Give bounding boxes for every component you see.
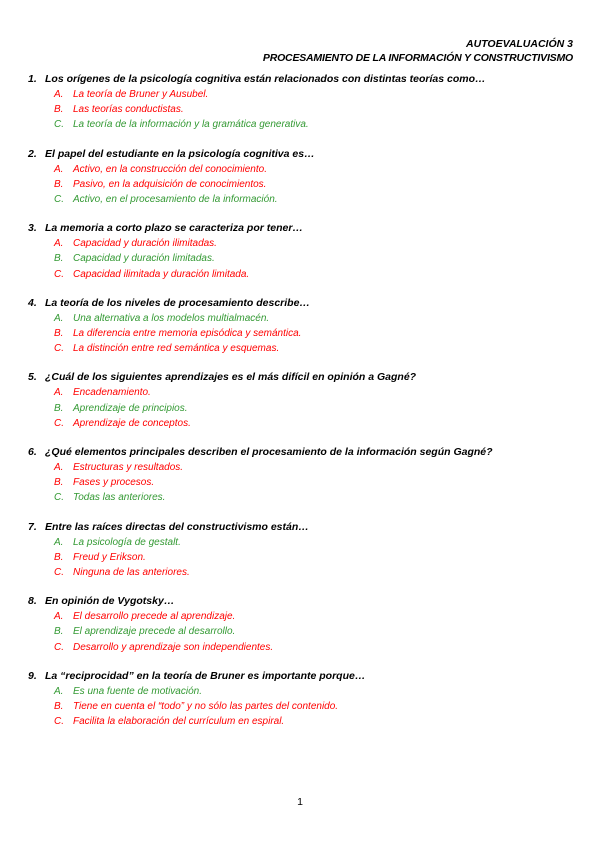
question-number: 5. xyxy=(28,371,37,384)
question-title xyxy=(28,221,578,236)
option-text: Las teorías conductistas. xyxy=(73,104,184,116)
option-text: Capacidad y duración limitadas. xyxy=(73,253,215,265)
option-list xyxy=(54,609,578,655)
option-incorrect xyxy=(54,177,578,192)
question-title xyxy=(28,72,578,87)
option-text: Desarrollo y aprendizaje son independientes. xyxy=(73,641,274,653)
question-block xyxy=(28,445,578,506)
option-text: La teoría de la información y la gramática generativa. xyxy=(73,119,309,131)
option-incorrect xyxy=(54,87,578,102)
option-text: Capacidad ilimitada y duración limitada. xyxy=(73,268,250,280)
option-list xyxy=(54,460,578,506)
question-number: 2. xyxy=(28,147,37,160)
option-letter: C. xyxy=(54,343,64,355)
option-letter: B. xyxy=(54,477,64,489)
question-text: La memoria a corto plazo se caracteriza por tener… xyxy=(45,222,303,235)
question-title xyxy=(28,594,578,609)
option-correct xyxy=(54,401,578,416)
option-incorrect xyxy=(54,385,578,400)
option-letter: C. xyxy=(54,194,64,206)
option-incorrect xyxy=(54,609,578,624)
option-incorrect xyxy=(54,236,578,251)
option-list xyxy=(54,162,578,208)
option-letter: C. xyxy=(54,417,64,429)
question-title xyxy=(28,147,578,162)
question-block xyxy=(28,147,578,208)
question-number: 7. xyxy=(28,520,37,533)
option-text: Aprendizaje de principios. xyxy=(73,402,188,414)
option-letter: C. xyxy=(54,716,64,728)
option-letter: A. xyxy=(54,611,64,623)
option-letter: B. xyxy=(54,701,64,713)
option-letter: A. xyxy=(54,685,64,697)
option-correct xyxy=(54,535,578,550)
question-block xyxy=(28,72,578,133)
option-text: La diferencia entre memoria episódica y semántica. xyxy=(73,328,302,340)
question-title xyxy=(28,669,578,684)
option-text: Freud y Erikson. xyxy=(73,551,146,563)
option-letter: C. xyxy=(54,492,64,504)
option-correct xyxy=(54,117,578,132)
option-incorrect xyxy=(54,640,578,655)
option-incorrect xyxy=(54,475,578,490)
option-correct xyxy=(54,490,578,505)
option-incorrect xyxy=(54,102,578,117)
header-title: AUTOEVALUACIÓN 3 xyxy=(466,38,573,50)
question-text: El papel del estudiante en la psicología cognitiva es… xyxy=(45,147,315,160)
option-incorrect xyxy=(54,416,578,431)
option-text: Encadenamiento. xyxy=(73,387,151,399)
question-number: 3. xyxy=(28,222,37,235)
option-correct xyxy=(54,684,578,699)
question-block xyxy=(28,296,578,357)
question-block xyxy=(28,370,578,431)
option-correct xyxy=(54,192,578,207)
option-letter: A. xyxy=(54,387,64,399)
option-incorrect xyxy=(54,326,578,341)
option-letter: A. xyxy=(54,89,64,100)
option-letter: A. xyxy=(54,163,64,175)
question-text: La “reciprocidad” en la teoría de Bruner es importante porque… xyxy=(45,669,366,682)
question-block xyxy=(28,221,578,282)
page-number: 1 xyxy=(297,796,303,808)
question-text: La teoría de los niveles de procesamiento describe… xyxy=(45,296,310,309)
option-incorrect xyxy=(54,565,578,580)
question-number: 8. xyxy=(28,595,37,608)
option-list xyxy=(54,684,578,730)
option-incorrect xyxy=(54,267,578,282)
option-text: El desarrollo precede al aprendizaje. xyxy=(73,611,236,623)
option-text: Pasivo, en la adquisición de conocimientos. xyxy=(73,178,267,190)
question-title xyxy=(28,296,578,311)
option-incorrect xyxy=(54,460,578,475)
option-incorrect xyxy=(54,714,578,729)
document-header xyxy=(263,37,573,65)
option-text: Tiene en cuenta el “todo” y no sólo las partes del contenido. xyxy=(73,701,339,713)
option-letter: C. xyxy=(54,641,64,653)
question-title xyxy=(28,370,578,385)
option-letter: A. xyxy=(54,312,64,324)
question-text: Entre las raíces directas del constructivismo están… xyxy=(45,520,309,533)
question-number: 1. xyxy=(28,73,37,85)
option-text: Es una fuente de motivación. xyxy=(73,685,202,697)
option-letter: B. xyxy=(54,328,64,340)
option-letter: A. xyxy=(54,238,64,250)
option-letter: B. xyxy=(54,551,64,563)
option-text: Activo, en el procesamiento de la información. xyxy=(73,194,278,206)
question-number: 9. xyxy=(28,669,37,682)
option-letter: B. xyxy=(54,253,64,265)
option-text: Ninguna de las anteriores. xyxy=(73,567,190,579)
option-list xyxy=(54,385,578,431)
question-title xyxy=(28,520,578,535)
option-letter: A. xyxy=(54,536,64,548)
question-block xyxy=(28,669,578,730)
option-text: Activo, en la construcción del conocimiento. xyxy=(73,163,267,175)
option-letter: C. xyxy=(54,567,64,579)
question-text: ¿Cuál de los siguientes aprendizajes es el más difícil en opinión a Gagné? xyxy=(45,371,417,384)
option-text: Capacidad y duración ilimitadas. xyxy=(73,238,217,250)
option-correct xyxy=(54,251,578,266)
question-block xyxy=(28,520,578,581)
option-list xyxy=(54,311,578,357)
header-subtitle: PROCESAMIENTO DE LA INFORMACIÓN Y CONSTRUCTIVISMO xyxy=(262,52,573,64)
question-text: Los orígenes de la psicología cognitiva están relacionados con distintas teorías como… xyxy=(45,73,486,85)
option-incorrect xyxy=(54,699,578,714)
option-text: Todas las anteriores. xyxy=(73,492,166,504)
option-text: La teoría de Bruner y Ausubel. xyxy=(73,89,209,100)
option-incorrect xyxy=(54,341,578,356)
option-letter: B. xyxy=(54,104,64,116)
option-text: Facilita la elaboración del currículum en espiral. xyxy=(73,716,285,728)
option-correct xyxy=(54,624,578,639)
option-text: Estructuras y resultados. xyxy=(73,462,184,474)
question-text: En opinión de Vygotsky… xyxy=(45,595,175,608)
option-text: Fases y procesos. xyxy=(73,477,155,489)
option-text: Aprendizaje de conceptos. xyxy=(73,417,191,429)
option-letter: C. xyxy=(54,268,64,280)
option-list xyxy=(54,236,578,282)
option-incorrect xyxy=(54,162,578,177)
question-number: 6. xyxy=(28,446,37,459)
option-letter: B. xyxy=(54,402,64,414)
question-text: ¿Qué elementos principales describen el procesamiento de la información según Gagné? xyxy=(45,446,493,459)
question-list xyxy=(28,72,578,743)
option-list xyxy=(54,535,578,581)
option-correct xyxy=(54,311,578,326)
option-letter: A. xyxy=(54,462,64,474)
option-letter: C. xyxy=(54,119,64,131)
option-incorrect xyxy=(54,550,578,565)
option-text: La psicología de gestalt. xyxy=(73,536,181,548)
option-letter: B. xyxy=(54,178,64,190)
option-list xyxy=(54,87,578,133)
option-text: El aprendizaje precede al desarrollo. xyxy=(73,626,236,638)
option-text: La distinción entre red semántica y esquemas. xyxy=(73,343,280,355)
option-letter: B. xyxy=(54,626,64,638)
option-text: Una alternativa a los modelos multialmacén. xyxy=(73,312,270,324)
question-block xyxy=(28,594,578,655)
question-number: 4. xyxy=(28,296,37,309)
question-title xyxy=(28,445,578,460)
